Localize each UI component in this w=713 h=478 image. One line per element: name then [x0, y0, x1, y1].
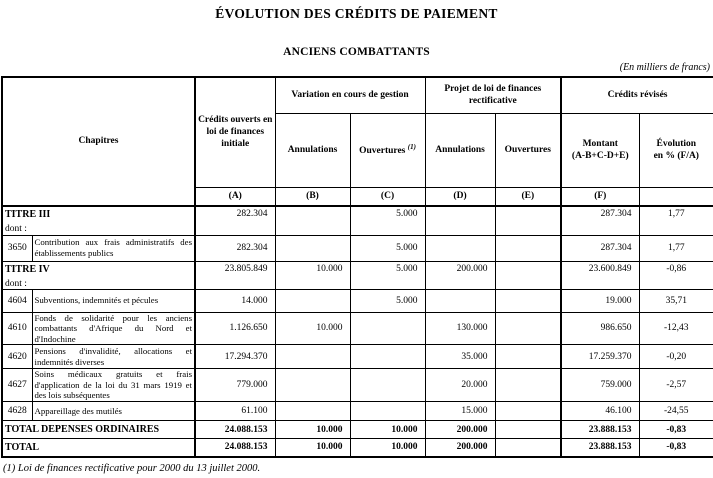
cell-b: 10.000 [275, 261, 350, 289]
cell-b: 10.000 [275, 421, 350, 439]
cell-e [495, 421, 561, 439]
ouvertures-label: Ouvertures [359, 145, 406, 156]
cell-b [275, 345, 350, 369]
cell-d [425, 235, 495, 261]
col-header-montant [561, 113, 639, 187]
chapter-number: 3650 [2, 235, 32, 261]
cell-f: 23.888.153 [561, 421, 639, 439]
table-row-total [2, 439, 713, 457]
cell-c: 5.000 [350, 235, 425, 261]
cell-d: 20.000 [425, 369, 495, 402]
cell-e [495, 312, 561, 345]
cell-f: 287.304 [561, 206, 639, 235]
chapter-number: 4627 [2, 369, 32, 402]
table-row-4620 [2, 345, 713, 369]
cell-b: 10.000 [275, 312, 350, 345]
page-subtitle: ANCIENS COMBATTANTS [283, 46, 430, 58]
table-row-4604 [2, 289, 713, 312]
col-header-credits-ouverts: Crédits ouverts en loi de finances initiale [195, 77, 275, 187]
cell-pct: -24,55 [639, 402, 713, 421]
cell-b [275, 235, 350, 261]
cell-d [425, 206, 495, 235]
cell-e [495, 369, 561, 402]
cell-pct: 35,71 [639, 289, 713, 312]
cell-c: 5.000 [350, 289, 425, 312]
cell-b: 10.000 [275, 439, 350, 457]
cell-e [495, 402, 561, 421]
letter-c: (C) [350, 187, 425, 206]
chapter-number: 4610 [2, 312, 32, 345]
table-row-3650 [2, 235, 713, 261]
cell-e [495, 439, 561, 457]
table-row-4627 [2, 369, 713, 402]
cell-a: 282.304 [195, 206, 275, 235]
letter-pct [639, 187, 713, 206]
cell-c: 5.000 [350, 206, 425, 235]
cell-pct: -2,57 [639, 369, 713, 402]
table-row-total-ordinaires [2, 421, 713, 439]
cell-d: 200.000 [425, 421, 495, 439]
footnote: (1) Loi de finances rectificative pour 2000 du 13 juillet 2000. [3, 462, 261, 474]
cell-pct: -12,43 [639, 312, 713, 345]
evolution-line1: Évolution [656, 138, 697, 149]
cell-c: 5.000 [350, 261, 425, 289]
cell-a: 779.000 [195, 369, 275, 402]
titre-name: TITRE IV [5, 263, 50, 275]
total-label: TOTAL [2, 439, 195, 457]
cell-f: 17.259.370 [561, 345, 639, 369]
cell-a: 17.294.370 [195, 345, 275, 369]
col-header-ouvertures-c [350, 113, 425, 187]
chapter-label: Pensions d'invalidité, allocations et indemnités diverses [32, 345, 195, 369]
dont-label: dont : [5, 278, 27, 289]
chapter-label: Fonds de solidarité pour les anciens combattants d'Afrique du Nord et d'Indochine [32, 312, 195, 345]
cell-c: 10.000 [350, 439, 425, 457]
cell-f: 287.304 [561, 235, 639, 261]
cell-c [350, 369, 425, 402]
chapter-number: 4604 [2, 289, 32, 312]
cell-e [495, 345, 561, 369]
col-header-ouvertures-e: Ouvertures [495, 113, 561, 187]
chapter-label: Appareillage des mutilés [32, 402, 195, 421]
group-header-variation: Variation en cours de gestion [275, 77, 425, 113]
cell-b [275, 206, 350, 235]
chapter-number: 4620 [2, 345, 32, 369]
cell-b [275, 402, 350, 421]
cell-a: 24.088.153 [195, 421, 275, 439]
cell-e [495, 206, 561, 235]
cell-f: 23.888.153 [561, 439, 639, 457]
letter-d: (D) [425, 187, 495, 206]
evolution-line2: en % (F/A) [653, 151, 699, 161]
col-header-annulations-b: Annulations [275, 113, 350, 187]
cell-pct: -0,83 [639, 421, 713, 439]
cell-pct: 1,77 [639, 235, 713, 261]
cell-c [350, 345, 425, 369]
cell-d: 15.000 [425, 402, 495, 421]
letter-e: (E) [495, 187, 561, 206]
cell-f: 46.100 [561, 402, 639, 421]
cell-a: 23.805.849 [195, 261, 275, 289]
col-header-evolution [639, 113, 713, 187]
header-row-groups [2, 77, 713, 113]
cell-d: 130.000 [425, 312, 495, 345]
chapter-label: Soins médicaux gratuits et frais d'application de la loi du 31 mars 1919 et des lois subséquentes [32, 369, 195, 402]
dont-label: dont : [5, 224, 27, 234]
cell-f: 23.600.849 [561, 261, 639, 289]
cell-a: 61.100 [195, 402, 275, 421]
cell-a: 1.126.650 [195, 312, 275, 345]
cell-b [275, 369, 350, 402]
cell-pct: -0,20 [639, 345, 713, 369]
letter-b: (B) [275, 187, 350, 206]
cell-e [495, 261, 561, 289]
total-label: TOTAL DEPENSES ORDINAIRES [2, 421, 195, 439]
credits-table [1, 76, 713, 458]
cell-c: 10.000 [350, 421, 425, 439]
col-header-annulations-d: Annulations [425, 113, 495, 187]
cell-pct: 1,77 [639, 206, 713, 235]
cell-c [350, 312, 425, 345]
cell-f: 19.000 [561, 289, 639, 312]
group-header-credits-revises: Crédits révisés [561, 77, 713, 113]
table-row-4610 [2, 312, 713, 345]
cell-c [350, 402, 425, 421]
table-row-titre-iii [2, 206, 713, 235]
cell-b [275, 289, 350, 312]
cell-d [425, 289, 495, 312]
cell-d: 200.000 [425, 439, 495, 457]
cell-d: 35.000 [425, 345, 495, 369]
table-row-4628 [2, 402, 713, 421]
titre-label-cell [2, 206, 195, 235]
unit-note: (En milliers de francs) [619, 62, 710, 73]
cell-e [495, 235, 561, 261]
cell-pct: -0,83 [639, 439, 713, 457]
cell-a: 14.000 [195, 289, 275, 312]
titre-label-cell [2, 261, 195, 289]
group-header-plfr: Projet de loi de finances rectificative [425, 77, 561, 113]
chapter-label: Contribution aux frais administratifs des établissements publics [32, 235, 195, 261]
montant-line2: (A-B+C-D+E) [571, 151, 629, 161]
footnote-ref-marker: (1) [407, 142, 416, 151]
chapter-label: Subventions, indemnités et pécules [32, 289, 195, 312]
cell-pct: -0,86 [639, 261, 713, 289]
letter-a: (A) [195, 187, 275, 206]
chapter-number: 4628 [2, 402, 32, 421]
cell-e [495, 289, 561, 312]
cell-a: 24.088.153 [195, 439, 275, 457]
cell-a: 282.304 [195, 235, 275, 261]
cell-d: 200.000 [425, 261, 495, 289]
cell-f: 986.650 [561, 312, 639, 345]
cell-f: 759.000 [561, 369, 639, 402]
montant-line1: Montant [582, 138, 618, 149]
col-header-chapitres: Chapitres [2, 77, 195, 206]
titre-name: TITRE III [5, 209, 51, 220]
letter-f: (F) [561, 187, 639, 206]
page-title: ÉVOLUTION DES CRÉDITS DE PAIEMENT [215, 6, 498, 21]
table-row-titre-iv [2, 261, 713, 289]
